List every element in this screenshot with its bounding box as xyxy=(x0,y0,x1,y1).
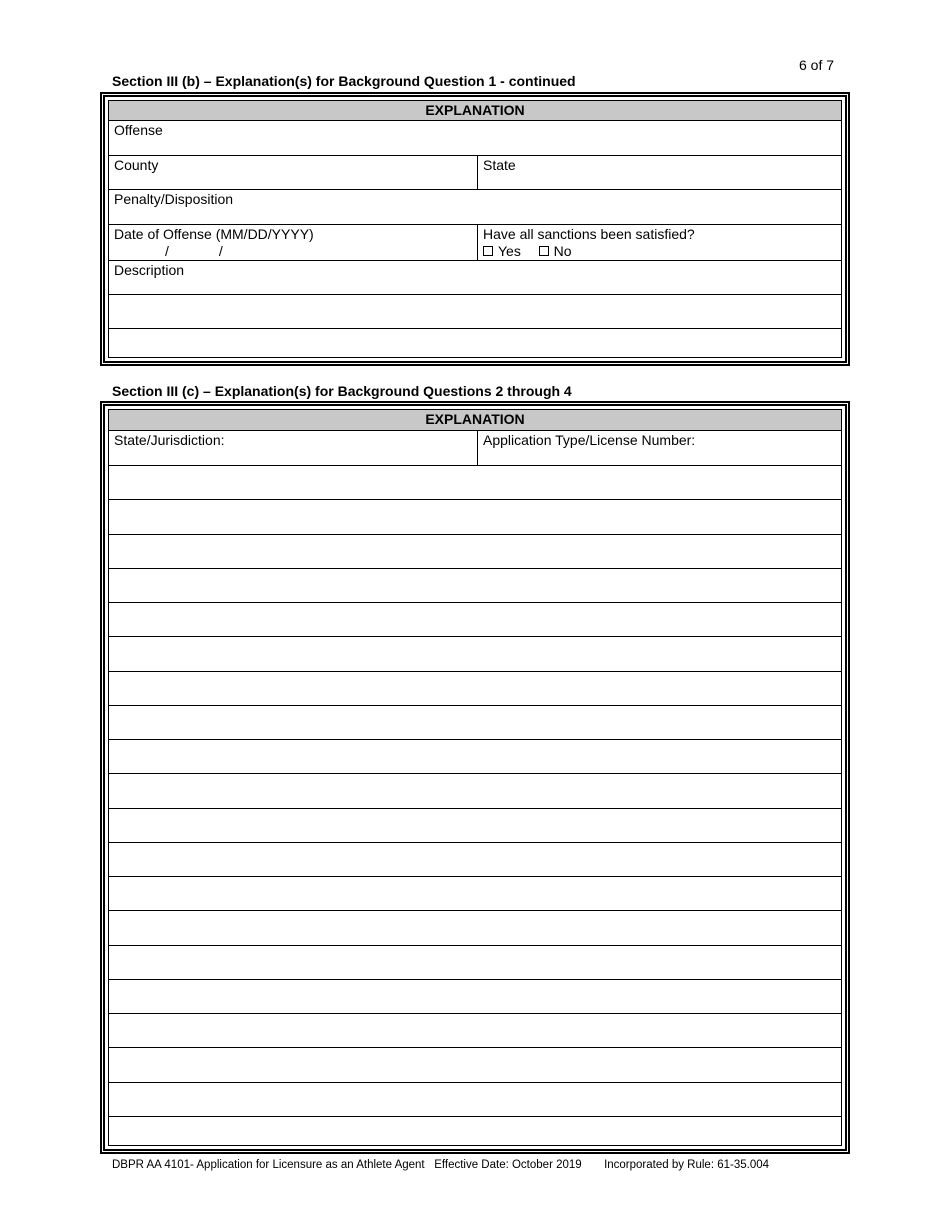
explanation-line[interactable] xyxy=(109,946,841,980)
state-label: State xyxy=(483,157,516,173)
footer xyxy=(112,1159,769,1171)
section-c-grid xyxy=(108,409,842,1146)
section-b-form xyxy=(100,92,850,366)
license-label: Application Type/License Number: xyxy=(483,432,696,448)
yes-checkbox[interactable] xyxy=(483,246,493,256)
section-c-form xyxy=(100,401,850,1154)
section-c-header: EXPLANATION xyxy=(109,410,841,431)
explanation-line[interactable] xyxy=(109,466,841,500)
explanation-line[interactable] xyxy=(109,637,841,671)
explanation-line[interactable] xyxy=(109,1117,841,1151)
explanation-line[interactable] xyxy=(109,1014,841,1048)
county-state-row xyxy=(109,156,841,190)
explanation-line[interactable] xyxy=(109,603,841,637)
no-checkbox[interactable] xyxy=(539,246,549,256)
description-label: Description xyxy=(114,262,185,278)
date-of-offense-field[interactable] xyxy=(109,225,478,260)
date-separator-1: / xyxy=(165,243,169,259)
no-label: No xyxy=(553,243,572,259)
page-number: 6 of 7 xyxy=(799,57,835,73)
section-b-title: Section III (b) – Explanation(s) for Background Question 1 - continued xyxy=(112,73,576,89)
yes-option[interactable] xyxy=(483,243,521,259)
sanctions-field xyxy=(478,225,841,260)
description-row xyxy=(109,261,841,295)
explanation-line[interactable] xyxy=(109,911,841,945)
no-option[interactable] xyxy=(539,243,572,259)
footer-rule: Incorporated by Rule: 61-35.004 xyxy=(604,1159,770,1171)
offense-label: Offense xyxy=(114,122,163,138)
footer-form-id: DBPR AA 4101- Application for Licensure as an Athlete Agent xyxy=(112,1159,425,1171)
penalty-row xyxy=(109,190,841,225)
jurisdiction-label: State/Jurisdiction: xyxy=(114,432,225,448)
license-number-field[interactable] xyxy=(478,431,841,465)
county-label: County xyxy=(114,157,159,173)
date-sanctions-row xyxy=(109,225,841,261)
explanation-line[interactable] xyxy=(109,774,841,808)
explanation-line[interactable] xyxy=(109,706,841,740)
yes-label: Yes xyxy=(498,243,521,259)
county-field[interactable] xyxy=(109,156,478,189)
offense-row xyxy=(109,121,841,156)
explanation-line[interactable] xyxy=(109,1083,841,1117)
section-b-header: EXPLANATION xyxy=(109,101,841,121)
explanation-line[interactable] xyxy=(109,1048,841,1082)
state-field[interactable] xyxy=(478,156,841,189)
description-line[interactable] xyxy=(109,329,841,363)
date-separator-2: / xyxy=(218,243,223,259)
jurisdiction-field[interactable] xyxy=(109,431,478,465)
explanation-line[interactable] xyxy=(109,672,841,706)
explanation-line[interactable] xyxy=(109,980,841,1014)
offense-field[interactable] xyxy=(109,121,841,155)
explanation-line[interactable] xyxy=(109,843,841,877)
explanation-line[interactable] xyxy=(109,500,841,534)
explanation-line[interactable] xyxy=(109,809,841,843)
footer-effective-date: Effective Date: October 2019 xyxy=(434,1159,582,1171)
penalty-label: Penalty/Disposition xyxy=(114,191,234,207)
jurisdiction-license-row xyxy=(109,431,841,466)
sanctions-label: Have all sanctions been satisfied? xyxy=(483,226,695,242)
date-label: Date of Offense (MM/DD/YYYY) xyxy=(114,226,314,242)
explanation-line[interactable] xyxy=(109,877,841,911)
explanation-line[interactable] xyxy=(109,569,841,603)
description-field[interactable] xyxy=(109,261,841,294)
penalty-field[interactable] xyxy=(109,190,841,224)
section-c-title: Section III (c) – Explanation(s) for Background Questions 2 through 4 xyxy=(112,383,572,399)
explanation-line[interactable] xyxy=(109,740,841,774)
section-b-grid xyxy=(108,100,842,358)
description-line[interactable] xyxy=(109,295,841,329)
explanation-line[interactable] xyxy=(109,535,841,569)
